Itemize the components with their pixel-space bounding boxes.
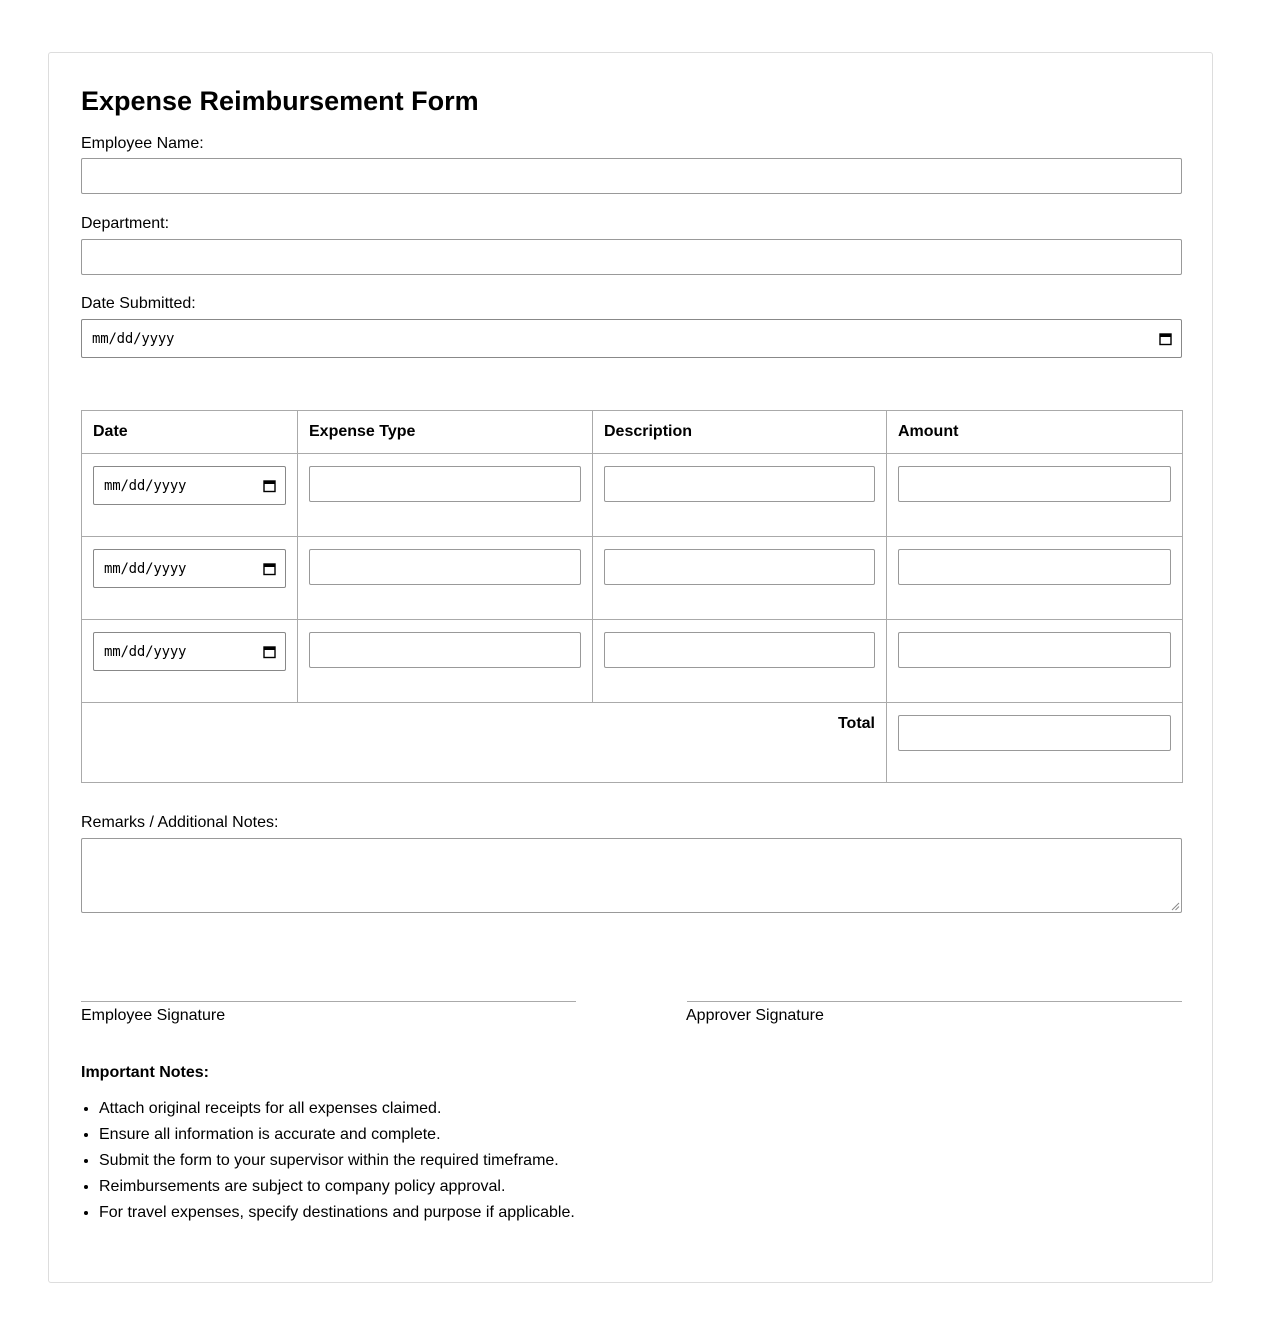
description-input[interactable] <box>604 632 875 668</box>
list-item: • Reimbursements are subject to company policy approval. <box>99 1174 575 1200</box>
amount-input[interactable] <box>898 549 1171 585</box>
expense-type-cell <box>298 620 593 703</box>
table-row <box>82 454 1183 537</box>
approver-signature-line <box>687 1001 1182 1002</box>
expense-date-placeholder: mm/dd/yyyy <box>104 643 187 660</box>
resize-grip-icon[interactable] <box>1171 902 1180 911</box>
expense-type-input[interactable] <box>309 632 581 668</box>
description-cell <box>593 454 887 537</box>
expense-type-input[interactable] <box>309 466 581 502</box>
description-input[interactable] <box>604 549 875 585</box>
remarks-label: Remarks / Additional Notes: <box>81 814 279 831</box>
department-label: Department: <box>81 215 170 232</box>
department-input[interactable] <box>81 239 1182 275</box>
expense-type-input[interactable] <box>309 549 581 585</box>
total-label: Total <box>82 703 887 783</box>
total-row <box>82 703 1183 783</box>
description-input[interactable] <box>604 466 875 502</box>
table-header-row <box>82 411 1183 454</box>
expense-date-input[interactable] <box>93 466 286 505</box>
calendar-icon[interactable] <box>1159 332 1172 345</box>
column-header-date: Date <box>82 411 298 454</box>
employee-signature-label: Employee Signature <box>81 1007 226 1024</box>
calendar-icon[interactable] <box>263 479 276 492</box>
table-row <box>82 620 1183 703</box>
employee-signature-line <box>81 1001 576 1002</box>
column-header-expense-type: Expense Type <box>298 411 593 454</box>
table-row <box>82 537 1183 620</box>
column-header-amount: Amount <box>887 411 1183 454</box>
description-cell <box>593 537 887 620</box>
list-item: • Ensure all information is accurate and complete. <box>99 1122 575 1148</box>
expense-type-cell <box>298 454 593 537</box>
amount-cell <box>887 454 1183 537</box>
notes-list <box>81 1096 575 1226</box>
calendar-icon[interactable] <box>263 645 276 658</box>
remarks-textarea[interactable] <box>81 838 1182 913</box>
date-submitted-label: Date Submitted: <box>81 295 196 312</box>
expense-date-input[interactable] <box>93 549 286 588</box>
list-item: • Submit the form to your supervisor within the required timeframe. <box>99 1148 575 1174</box>
date-submitted-placeholder: mm/dd/yyyy <box>92 330 175 347</box>
amount-cell <box>887 537 1183 620</box>
column-header-description: Description <box>593 411 887 454</box>
form-card <box>48 52 1213 1283</box>
expense-type-cell <box>298 537 593 620</box>
description-cell <box>593 620 887 703</box>
date-cell <box>82 454 298 537</box>
total-input[interactable] <box>898 715 1171 751</box>
notes-title: Important Notes: <box>81 1064 209 1081</box>
date-submitted-input[interactable] <box>81 319 1182 358</box>
expense-date-placeholder: mm/dd/yyyy <box>104 560 187 577</box>
employee-name-label: Employee Name: <box>81 135 204 152</box>
page-title: Expense Reimbursement Form <box>81 86 479 116</box>
total-cell <box>887 703 1183 783</box>
amount-input[interactable] <box>898 632 1171 668</box>
employee-name-input[interactable] <box>81 158 1182 194</box>
list-item: • For travel expenses, specify destinations and purpose if applicable. <box>99 1200 575 1226</box>
date-cell <box>82 620 298 703</box>
approver-signature-label: Approver Signature <box>686 1007 824 1024</box>
amount-input[interactable] <box>898 466 1171 502</box>
date-cell <box>82 537 298 620</box>
expense-date-input[interactable] <box>93 632 286 671</box>
amount-cell <box>887 620 1183 703</box>
calendar-icon[interactable] <box>263 562 276 575</box>
expense-date-placeholder: mm/dd/yyyy <box>104 477 187 494</box>
expense-table <box>81 410 1183 783</box>
list-item: • Attach original receipts for all expenses claimed. <box>99 1096 575 1122</box>
